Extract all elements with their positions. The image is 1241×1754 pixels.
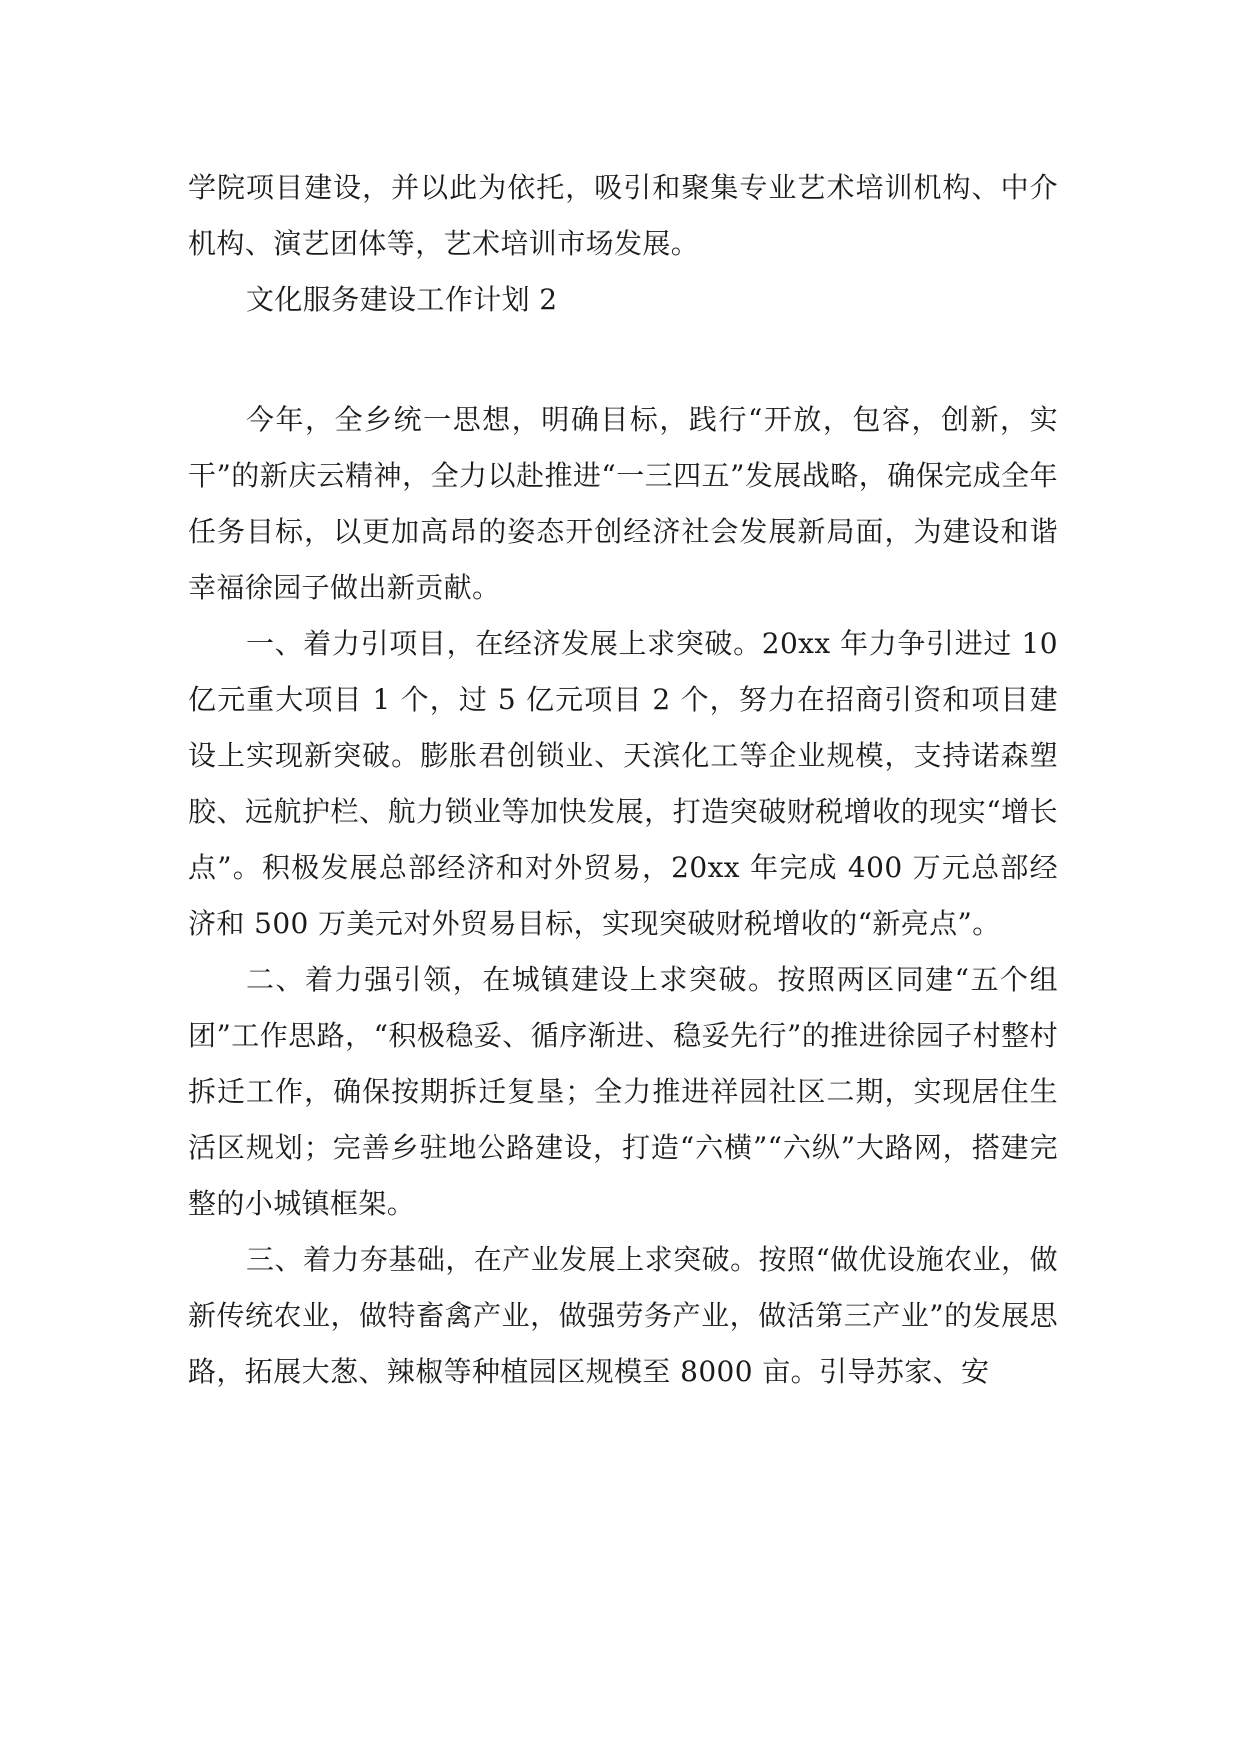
document-body [188, 160, 1058, 1400]
paragraph-item-3: 三、着力夯基础，在产业发展上求突破。按照“做优设施农业，做新传统农业，做特畜禽产业，做强劳务产业，做活第三产业”的发展思路，拓展大葱、辣椒等种植园区规模至 8000 亩。引导苏家、安 [188, 1243, 1058, 1388]
section-title: 文化服务建设工作计划 2 [246, 283, 558, 316]
paragraph-intro: 今年，全乡统一思想，明确目标，践行“开放，包容，创新，实干”的新庆云精神，全力以赴推进“一三四五”发展战略，确保完成全年任务目标，以更加高昂的姿态开创经济社会发展新局面，为建设和谐幸福徐园子做出新贡献。 [188, 403, 1058, 604]
paragraph-item-2: 二、着力强引领，在城镇建设上求突破。按照两区同建“五个组团”工作思路，“积极稳妥、循序渐进、稳妥先行”的推进徐园子村整村拆迁工作，确保按期拆迁复垦；全力推进祥园社区二期，实现居住生活区规划；完善乡驻地公路建设，打造“六横”“六纵”大路网，搭建完整的小城镇框架。 [188, 963, 1058, 1220]
paragraph-item-1: 一、着力引项目，在经济发展上求突破。20xx 年力争引进过 10 亿元重大项目 1 个，过 5 亿元项目 2 个，努力在招商引资和项目建设上实现新突破。膨胀君创锁业、天滨化工等企业规模，支持诺森塑胶、远航护栏、航力锁业等加快发展，打造突破财税增收的现实“增长点”。积极发展总部经济和对外贸易，20xx 年完成 400 万元总部经济和 500 万美元对外贸易目标，实现突破财税增收的“新亮点”。 [188, 627, 1058, 940]
blank-line [188, 328, 1058, 392]
continuation-paragraph: 学院项目建设，并以此为依托，吸引和聚集专业艺术培训机构、中介机构、演艺团体等，艺术培训市场发展。 [188, 171, 1058, 260]
